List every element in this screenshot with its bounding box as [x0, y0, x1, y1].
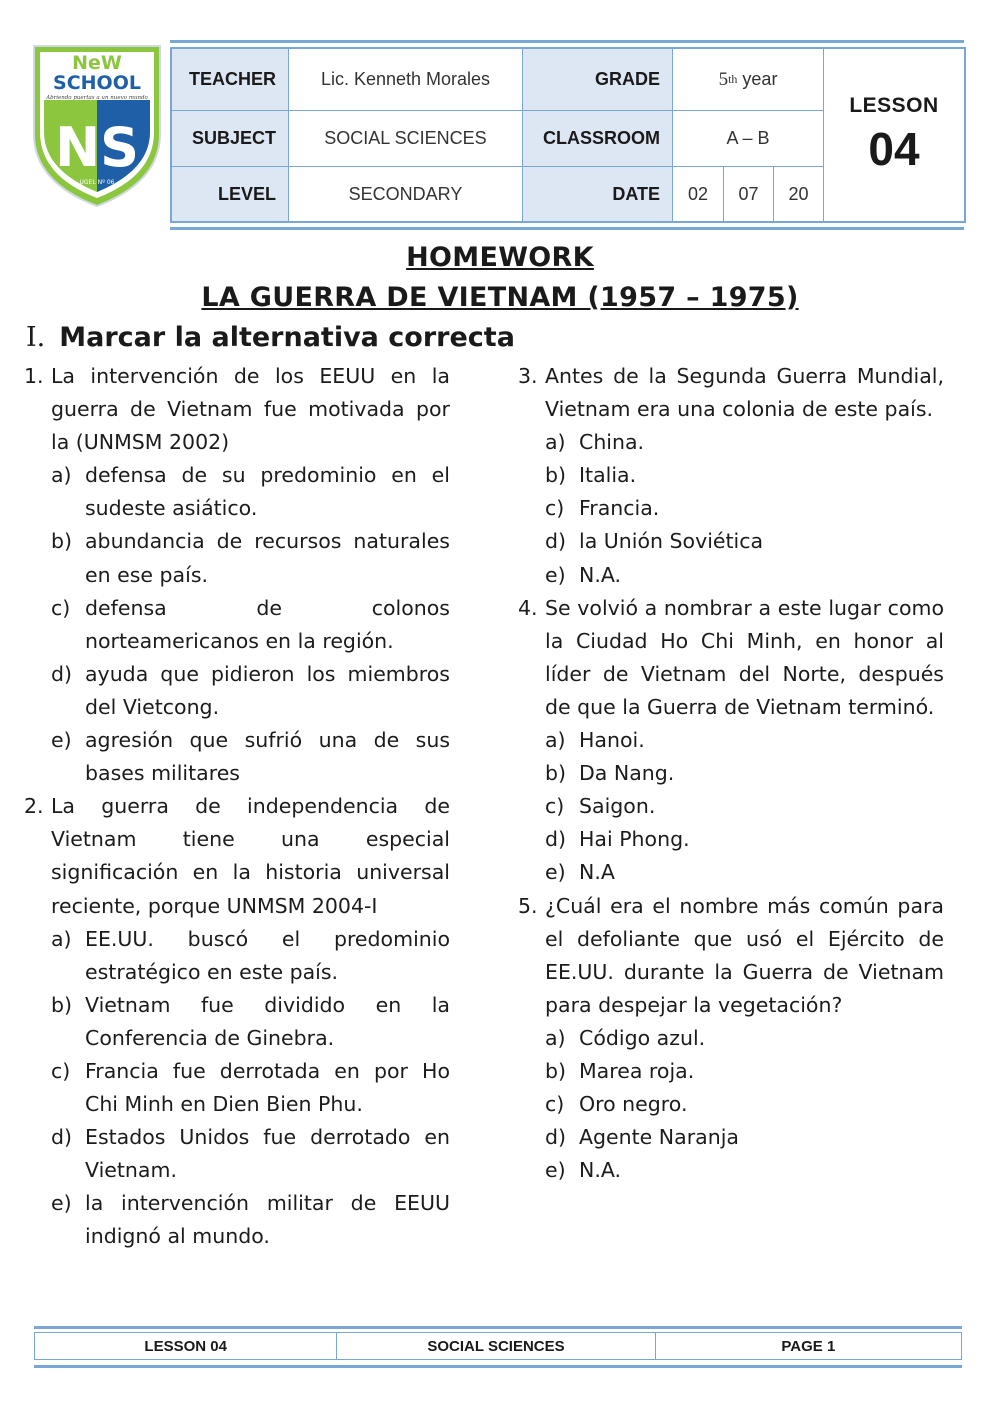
option-letter: b) [545, 463, 567, 488]
option-letter: e) [51, 728, 72, 753]
option-text: Da Nang. [579, 761, 675, 786]
option [518, 1121, 944, 1154]
option-text: N.A [579, 860, 615, 885]
level-label: LEVEL [172, 167, 289, 221]
date-year: 20 [774, 167, 824, 221]
question-number: 5. [518, 893, 538, 918]
option [24, 989, 450, 1055]
footer-page: PAGE 1 [781, 1337, 836, 1355]
option-text: Agente Naranja [579, 1125, 739, 1150]
option [24, 459, 450, 525]
footer-lesson: LESSON 04 [35, 1333, 337, 1359]
option-letter: c) [51, 1058, 71, 1083]
svg-text:UGEL Nº 06: UGEL Nº 06 [79, 179, 115, 186]
option-letter: e) [545, 1158, 566, 1183]
option [518, 492, 944, 525]
svg-text:NeW: NeW [72, 52, 122, 74]
option [518, 856, 944, 889]
option-letter: b) [51, 992, 73, 1017]
svg-text:NS: NS [54, 116, 140, 179]
grade-suffix: th [728, 72, 738, 86]
option [518, 823, 944, 856]
option-text: Francia fue derrotada en por Ho Chi Minh en Dien Bien Phu. [85, 1058, 450, 1117]
option [24, 658, 450, 724]
option-letter: d) [545, 827, 567, 852]
option-letter: a) [545, 430, 566, 455]
option [518, 1022, 944, 1055]
option-text: Oro negro. [579, 1092, 688, 1117]
classroom-value: A – B [673, 111, 824, 167]
date-month: 07 [724, 167, 774, 221]
date-day: 02 [673, 167, 724, 221]
option-letter: a) [51, 926, 72, 951]
option-letter: e) [545, 562, 566, 587]
question-number: 2. [24, 794, 44, 819]
option-letter: b) [545, 761, 567, 786]
option-text: defensa de colonos norteamericanos en la región. [85, 595, 450, 653]
option [24, 1121, 450, 1187]
question-3 [518, 360, 944, 426]
option [518, 790, 944, 823]
option [518, 757, 944, 790]
page-subtitle: LA GUERRA DE VIETNAM (1957 – 1975) [201, 282, 799, 313]
option-text: Saigon. [579, 794, 656, 819]
section-number: I. [26, 322, 46, 353]
option-text: agresión que sufrió una de sus bases militares [85, 728, 450, 786]
option-letter: b) [51, 529, 73, 554]
option-letter: e) [51, 1191, 72, 1216]
question-text: Antes de la Segunda Guerra Mundial, Vietnam era una colonia de este país. [545, 364, 944, 422]
teacher-value: Lic. Kenneth Morales [289, 49, 523, 111]
page-title: HOMEWORK [406, 242, 594, 273]
page-footer [34, 1326, 962, 1368]
option-text: defensa de su predominio en el sudeste asiático. [85, 463, 450, 521]
shield-crest-icon [30, 42, 164, 210]
option [518, 1154, 944, 1187]
option-text: abundancia de recursos naturales en ese país. [85, 529, 450, 587]
option-text: la intervención militar de EEUU indignó al mundo. [85, 1191, 450, 1249]
school-logo [30, 42, 164, 210]
svg-text:Abriendo puertas a un nuevo mu: Abriendo puertas a un nuevo mundo [46, 95, 148, 101]
option [518, 724, 944, 757]
option [518, 525, 944, 558]
option-text: EE.UU. buscó el predominio estratégico en este país. [85, 926, 450, 984]
option-letter: e) [545, 860, 566, 885]
option-text: ayuda que pidieron los miembros del Vietcong. [85, 661, 450, 719]
questions-left-column [24, 360, 450, 1254]
option-text: Francia. [579, 496, 660, 521]
svg-text:SCHOOL: SCHOOL [53, 72, 141, 94]
question-text: Se volvió a nombrar a este lugar como la Ciudad Ho Chi Minh, en honor al líder de Vietnam del Norte, después de que la Guerra de Vietnam terminó. [545, 595, 944, 719]
option [518, 559, 944, 592]
section-heading [26, 322, 515, 353]
footer-subject: SOCIAL SCIENCES [337, 1333, 655, 1359]
option [518, 426, 944, 459]
date-label: DATE [523, 167, 673, 221]
question-number: 4. [518, 595, 538, 620]
grade-word: year [742, 69, 778, 89]
option [24, 724, 450, 790]
option-text: N.A. [579, 562, 622, 587]
lesson-number: 04 [868, 123, 920, 175]
option-text: Italia. [579, 463, 637, 488]
lesson-label: LESSON [849, 94, 939, 117]
questions-right-column [518, 360, 944, 1187]
option-letter: a) [545, 1025, 566, 1050]
option-text: Vietnam fue dividido en la Conferencia de Ginebra. [85, 992, 450, 1050]
option [24, 1055, 450, 1121]
option-letter: d) [545, 1125, 567, 1150]
option [24, 525, 450, 591]
option-letter: d) [51, 1125, 73, 1150]
option-text: Estados Unidos fue derrotado en Vietnam. [85, 1125, 450, 1183]
question-2 [24, 790, 450, 922]
header-table [170, 40, 964, 230]
option-text: N.A. [579, 1158, 622, 1183]
option-letter: c) [545, 794, 565, 819]
classroom-label: CLASSROOM [523, 111, 673, 167]
question-number: 1. [24, 364, 44, 388]
level-value: SECONDARY [289, 167, 523, 221]
option-text: Código azul. [579, 1025, 706, 1050]
question-5 [518, 890, 944, 1022]
question-number: 3. [518, 364, 538, 388]
subject-value: SOCIAL SCIENCES [289, 111, 523, 167]
question-text: ¿Cuál era el nombre más común para el defoliante que usó el Ejército de EE.UU. durante la Guerra de Vietnam para despejar la vegetación? [545, 893, 944, 1017]
lesson-box [824, 49, 964, 221]
subject-label: SUBJECT [172, 111, 289, 167]
grade-label: GRADE [523, 49, 673, 111]
option-text: Hai Phong. [579, 827, 690, 852]
grade-value [673, 49, 824, 111]
option [518, 459, 944, 492]
option-letter: b) [545, 1058, 567, 1083]
question-1 [24, 360, 450, 459]
option [24, 1187, 450, 1253]
question-4 [518, 592, 944, 724]
option-letter: d) [51, 661, 73, 686]
option [518, 1055, 944, 1088]
option-letter: c) [51, 595, 71, 620]
option [24, 923, 450, 989]
option-letter: a) [51, 463, 72, 488]
question-text: La guerra de independencia de Vietnam tiene una especial significación en la historia universal reciente, porque UNMSM 2004-I [51, 794, 450, 918]
option-text: China. [579, 430, 645, 455]
option-letter: a) [545, 728, 566, 753]
section-label: Marcar la alternativa correcta [59, 322, 515, 353]
teacher-label: TEACHER [172, 49, 289, 111]
option-text: Marea roja. [579, 1058, 695, 1083]
option-letter: c) [545, 1092, 565, 1117]
option-letter: d) [545, 529, 567, 554]
option [518, 1088, 944, 1121]
option [24, 592, 450, 658]
option-text: la Unión Soviética [579, 529, 764, 554]
grade-number: 5 [718, 68, 729, 90]
question-text: La intervención de los EEUU en la guerra de Vietnam fue motivada por la (UNMSM 2002) [51, 364, 450, 455]
option-letter: c) [545, 496, 565, 521]
option-text: Hanoi. [579, 728, 645, 753]
